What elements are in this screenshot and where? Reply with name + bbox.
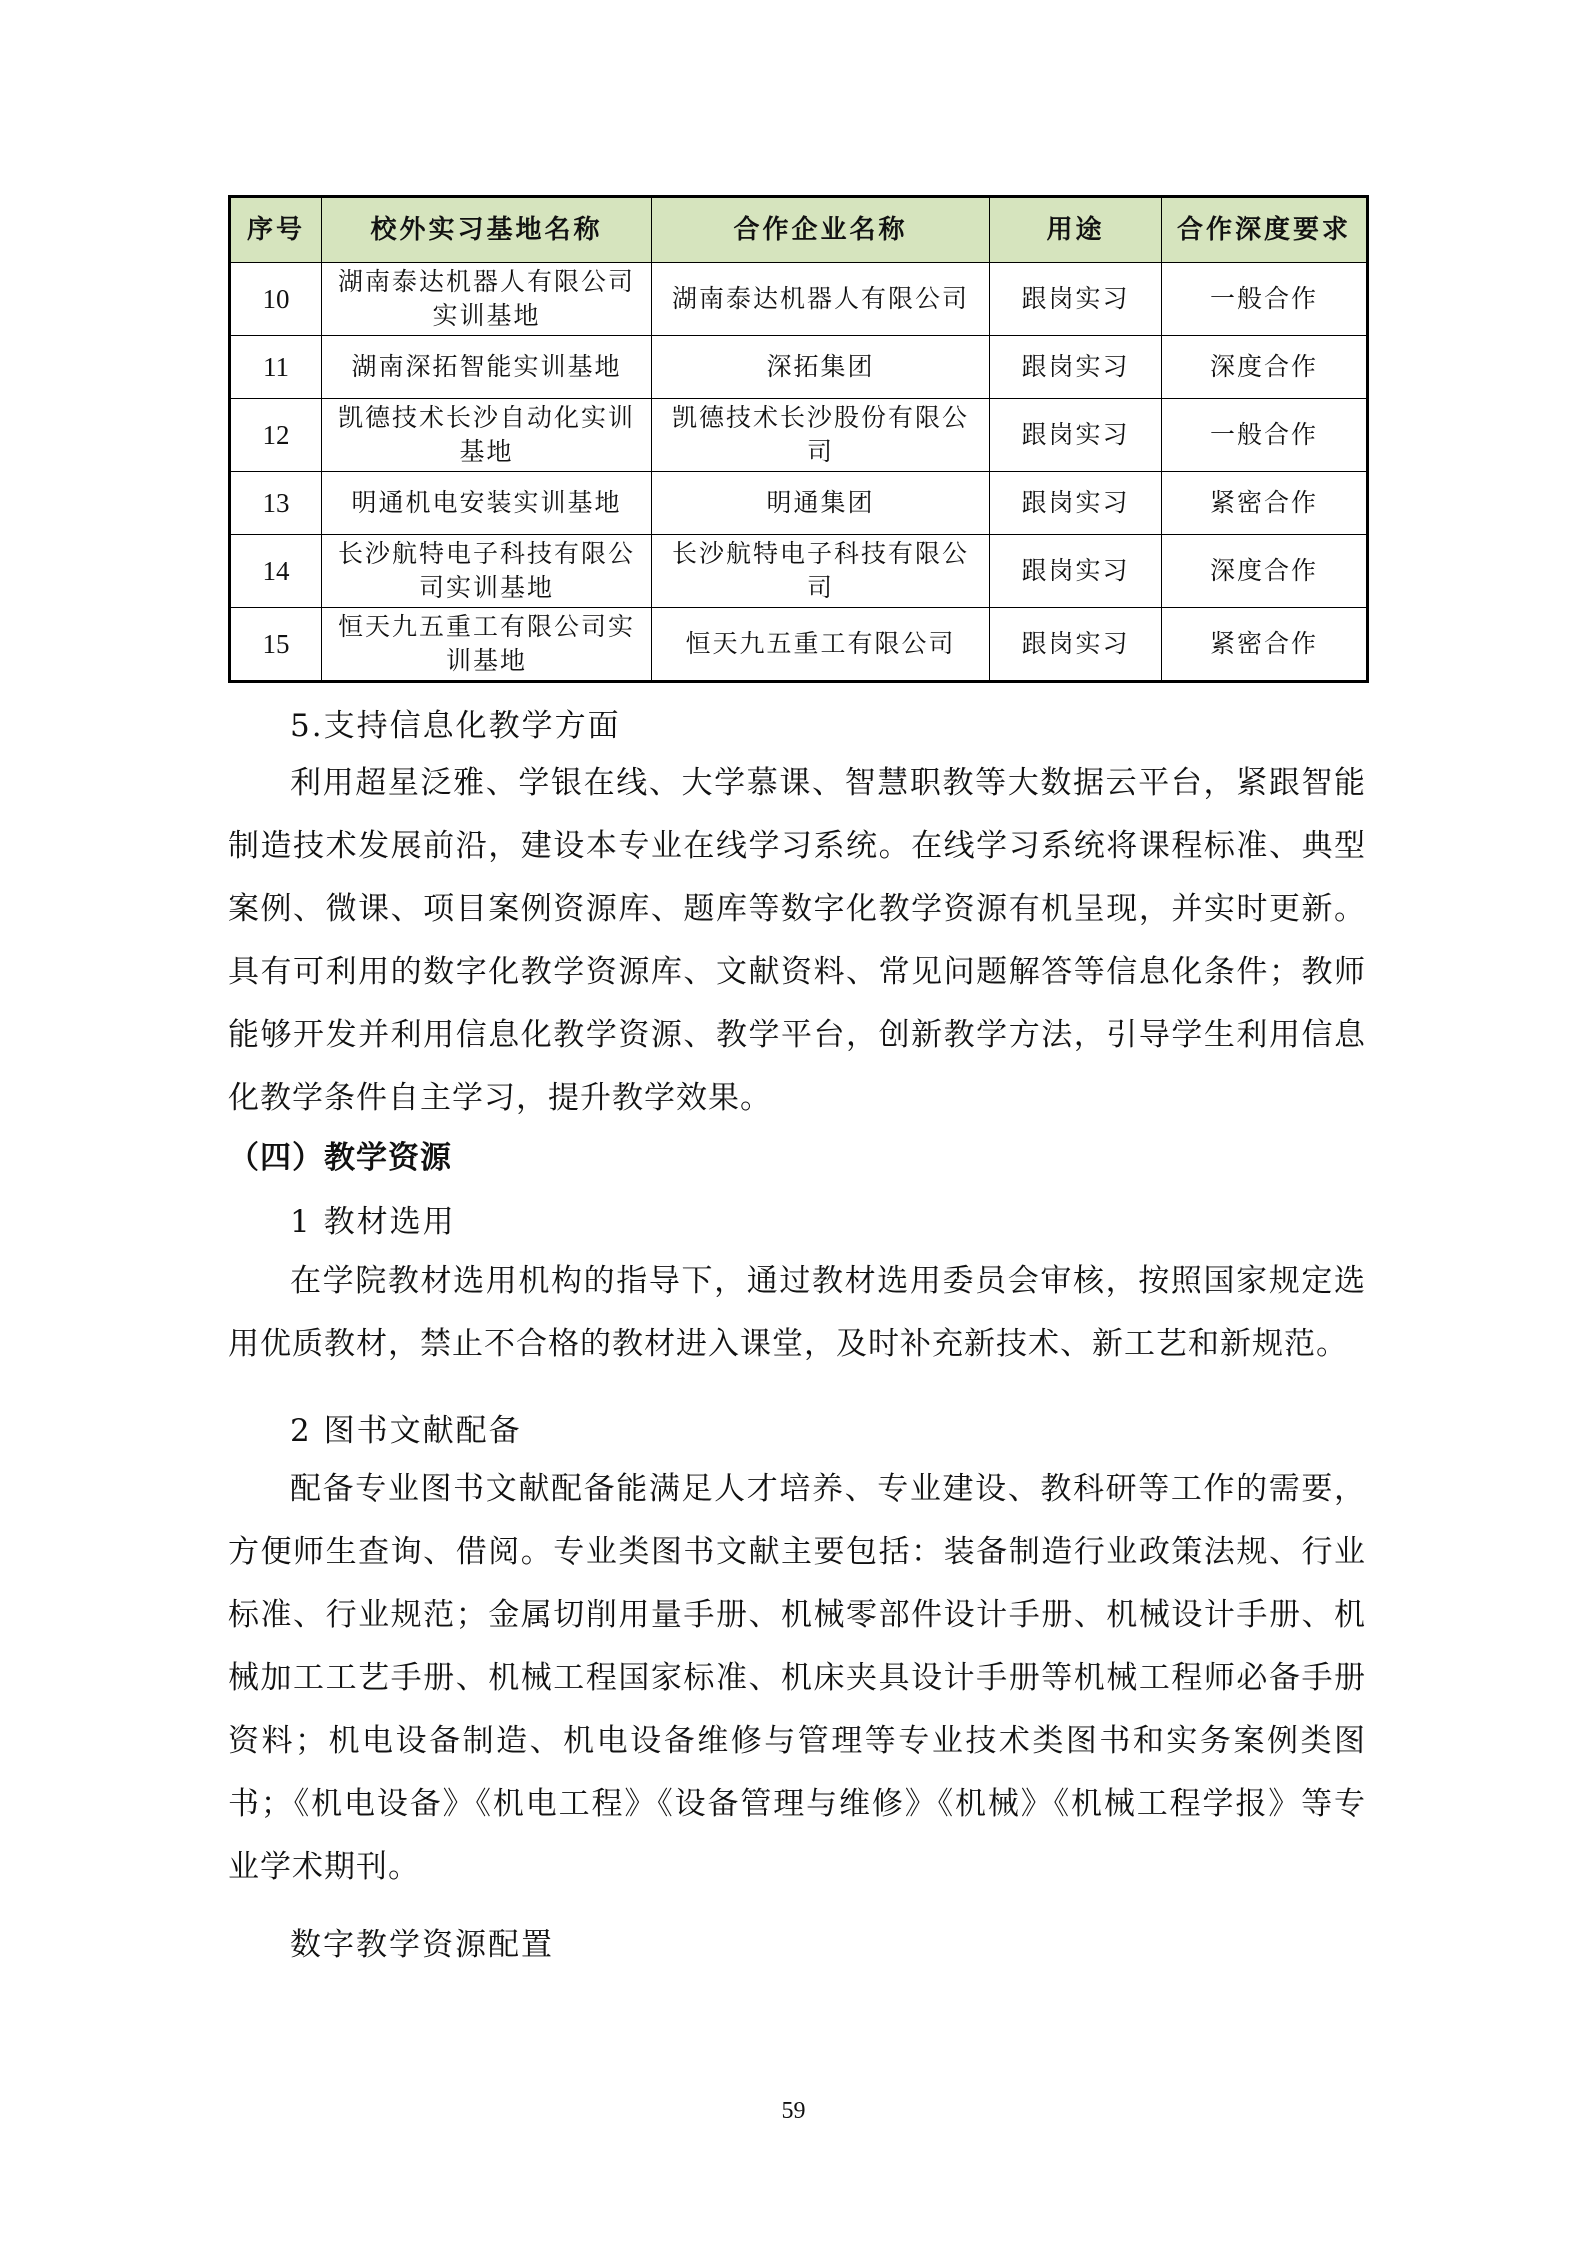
textbook-body: 在学院教材选用机构的指导下，通过教材选用委员会审核，按照国家规定选用优质教材，禁止不合格的教材进入课堂，及时补充新技术、新工艺和新规范。 bbox=[228, 1263, 1366, 1362]
cell-company-name: 湖南泰达机器人有限公司 bbox=[652, 263, 990, 336]
cell-serial: 13 bbox=[230, 472, 322, 535]
cell-cooperation-depth: 深度合作 bbox=[1162, 336, 1368, 399]
cell-company-name: 恒天九五重工有限公司 bbox=[652, 608, 990, 682]
section-5-body: 利用超星泛雅、学银在线、大学慕课、智慧职教等大数据云平台，紧跟智能制造技术发展前沿，建设本专业在线学习系统。在线学习系统将课程标准、典型案例、微课、项目案例资源库、题库等数字化教学资源有机呈现，并实时更新。具有可利用的数字化教学资源库、文献资料、常见问题解答等信息化条件；教师能够开发并利用信息化教学资源、教学平台，创新教学方法，引导学生利用信息化教学条件自主学习，提升教学效果。 bbox=[228, 765, 1366, 1116]
cell-cooperation-depth: 一般合作 bbox=[1162, 263, 1368, 336]
cell-base-name: 湖南深拓智能实训基地 bbox=[322, 336, 652, 399]
section-4-title: （四）教学资源 bbox=[228, 1140, 452, 1176]
digital-resources-title: 数字教学资源配置 bbox=[290, 1927, 554, 1963]
cell-serial: 10 bbox=[230, 263, 322, 336]
cell-base-name: 湖南泰达机器人有限公司实训基地 bbox=[322, 263, 652, 336]
table-row bbox=[230, 399, 1368, 472]
cell-serial: 11 bbox=[230, 336, 322, 399]
table-row bbox=[230, 263, 1368, 336]
table-header-row bbox=[230, 197, 1368, 263]
library-title: 2 图书文献配备 bbox=[290, 1413, 522, 1449]
cell-cooperation-depth: 紧密合作 bbox=[1162, 608, 1368, 682]
table-row bbox=[230, 608, 1368, 682]
section-5-title: 5.支持信息化教学方面 bbox=[290, 708, 621, 744]
cell-use: 跟岗实习 bbox=[990, 472, 1162, 535]
cell-cooperation-depth: 深度合作 bbox=[1162, 535, 1368, 608]
practice-base-table bbox=[228, 195, 1369, 683]
table-row bbox=[230, 472, 1368, 535]
cell-use: 跟岗实习 bbox=[990, 263, 1162, 336]
cell-cooperation-depth: 紧密合作 bbox=[1162, 472, 1368, 535]
header-use: 用途 bbox=[990, 197, 1162, 263]
cell-use: 跟岗实习 bbox=[990, 608, 1162, 682]
header-company-name: 合作企业名称 bbox=[652, 197, 990, 263]
cell-cooperation-depth: 一般合作 bbox=[1162, 399, 1368, 472]
cell-serial: 12 bbox=[230, 399, 322, 472]
cell-company-name: 明通集团 bbox=[652, 472, 990, 535]
library-body: 配备专业图书文献配备能满足人才培养、专业建设、教科研等工作的需要，方便师生查询、借阅。专业类图书文献主要包括：装备制造行业政策法规、行业标准、行业规范；金属切削用量手册、机械零部件设计手册、机械设计手册、机械加工工艺手册、机械工程国家标准、机床夹具设计手册等机械工程师必备手册资料；机电设备制造、机电设备维修与管理等专业技术类图书和实务案例类图书；《机电设备》《机电工程》《设备管理与维修》《机械》《机械工程学报》等专业学术期刊。 bbox=[228, 1471, 1366, 1885]
cell-base-name: 明通机电安装实训基地 bbox=[322, 472, 652, 535]
table-row bbox=[230, 535, 1368, 608]
header-base-name: 校外实习基地名称 bbox=[322, 197, 652, 263]
cell-company-name: 长沙航特电子科技有限公司 bbox=[652, 535, 990, 608]
cell-use: 跟岗实习 bbox=[990, 535, 1162, 608]
cell-company-name: 凯德技术长沙股份有限公司 bbox=[652, 399, 990, 472]
textbook-title: 1 教材选用 bbox=[290, 1204, 456, 1240]
header-cooperation-depth: 合作深度要求 bbox=[1162, 197, 1368, 263]
header-serial: 序号 bbox=[230, 197, 322, 263]
cell-base-name: 长沙航特电子科技有限公司实训基地 bbox=[322, 535, 652, 608]
cell-serial: 15 bbox=[230, 608, 322, 682]
table-row bbox=[230, 336, 1368, 399]
cell-serial: 14 bbox=[230, 535, 322, 608]
cell-company-name: 深拓集团 bbox=[652, 336, 990, 399]
cell-use: 跟岗实习 bbox=[990, 336, 1162, 399]
page-number: 59 bbox=[781, 2098, 806, 2124]
cell-base-name: 凯德技术长沙自动化实训基地 bbox=[322, 399, 652, 472]
cell-use: 跟岗实习 bbox=[990, 399, 1162, 472]
cell-base-name: 恒天九五重工有限公司实训基地 bbox=[322, 608, 652, 682]
